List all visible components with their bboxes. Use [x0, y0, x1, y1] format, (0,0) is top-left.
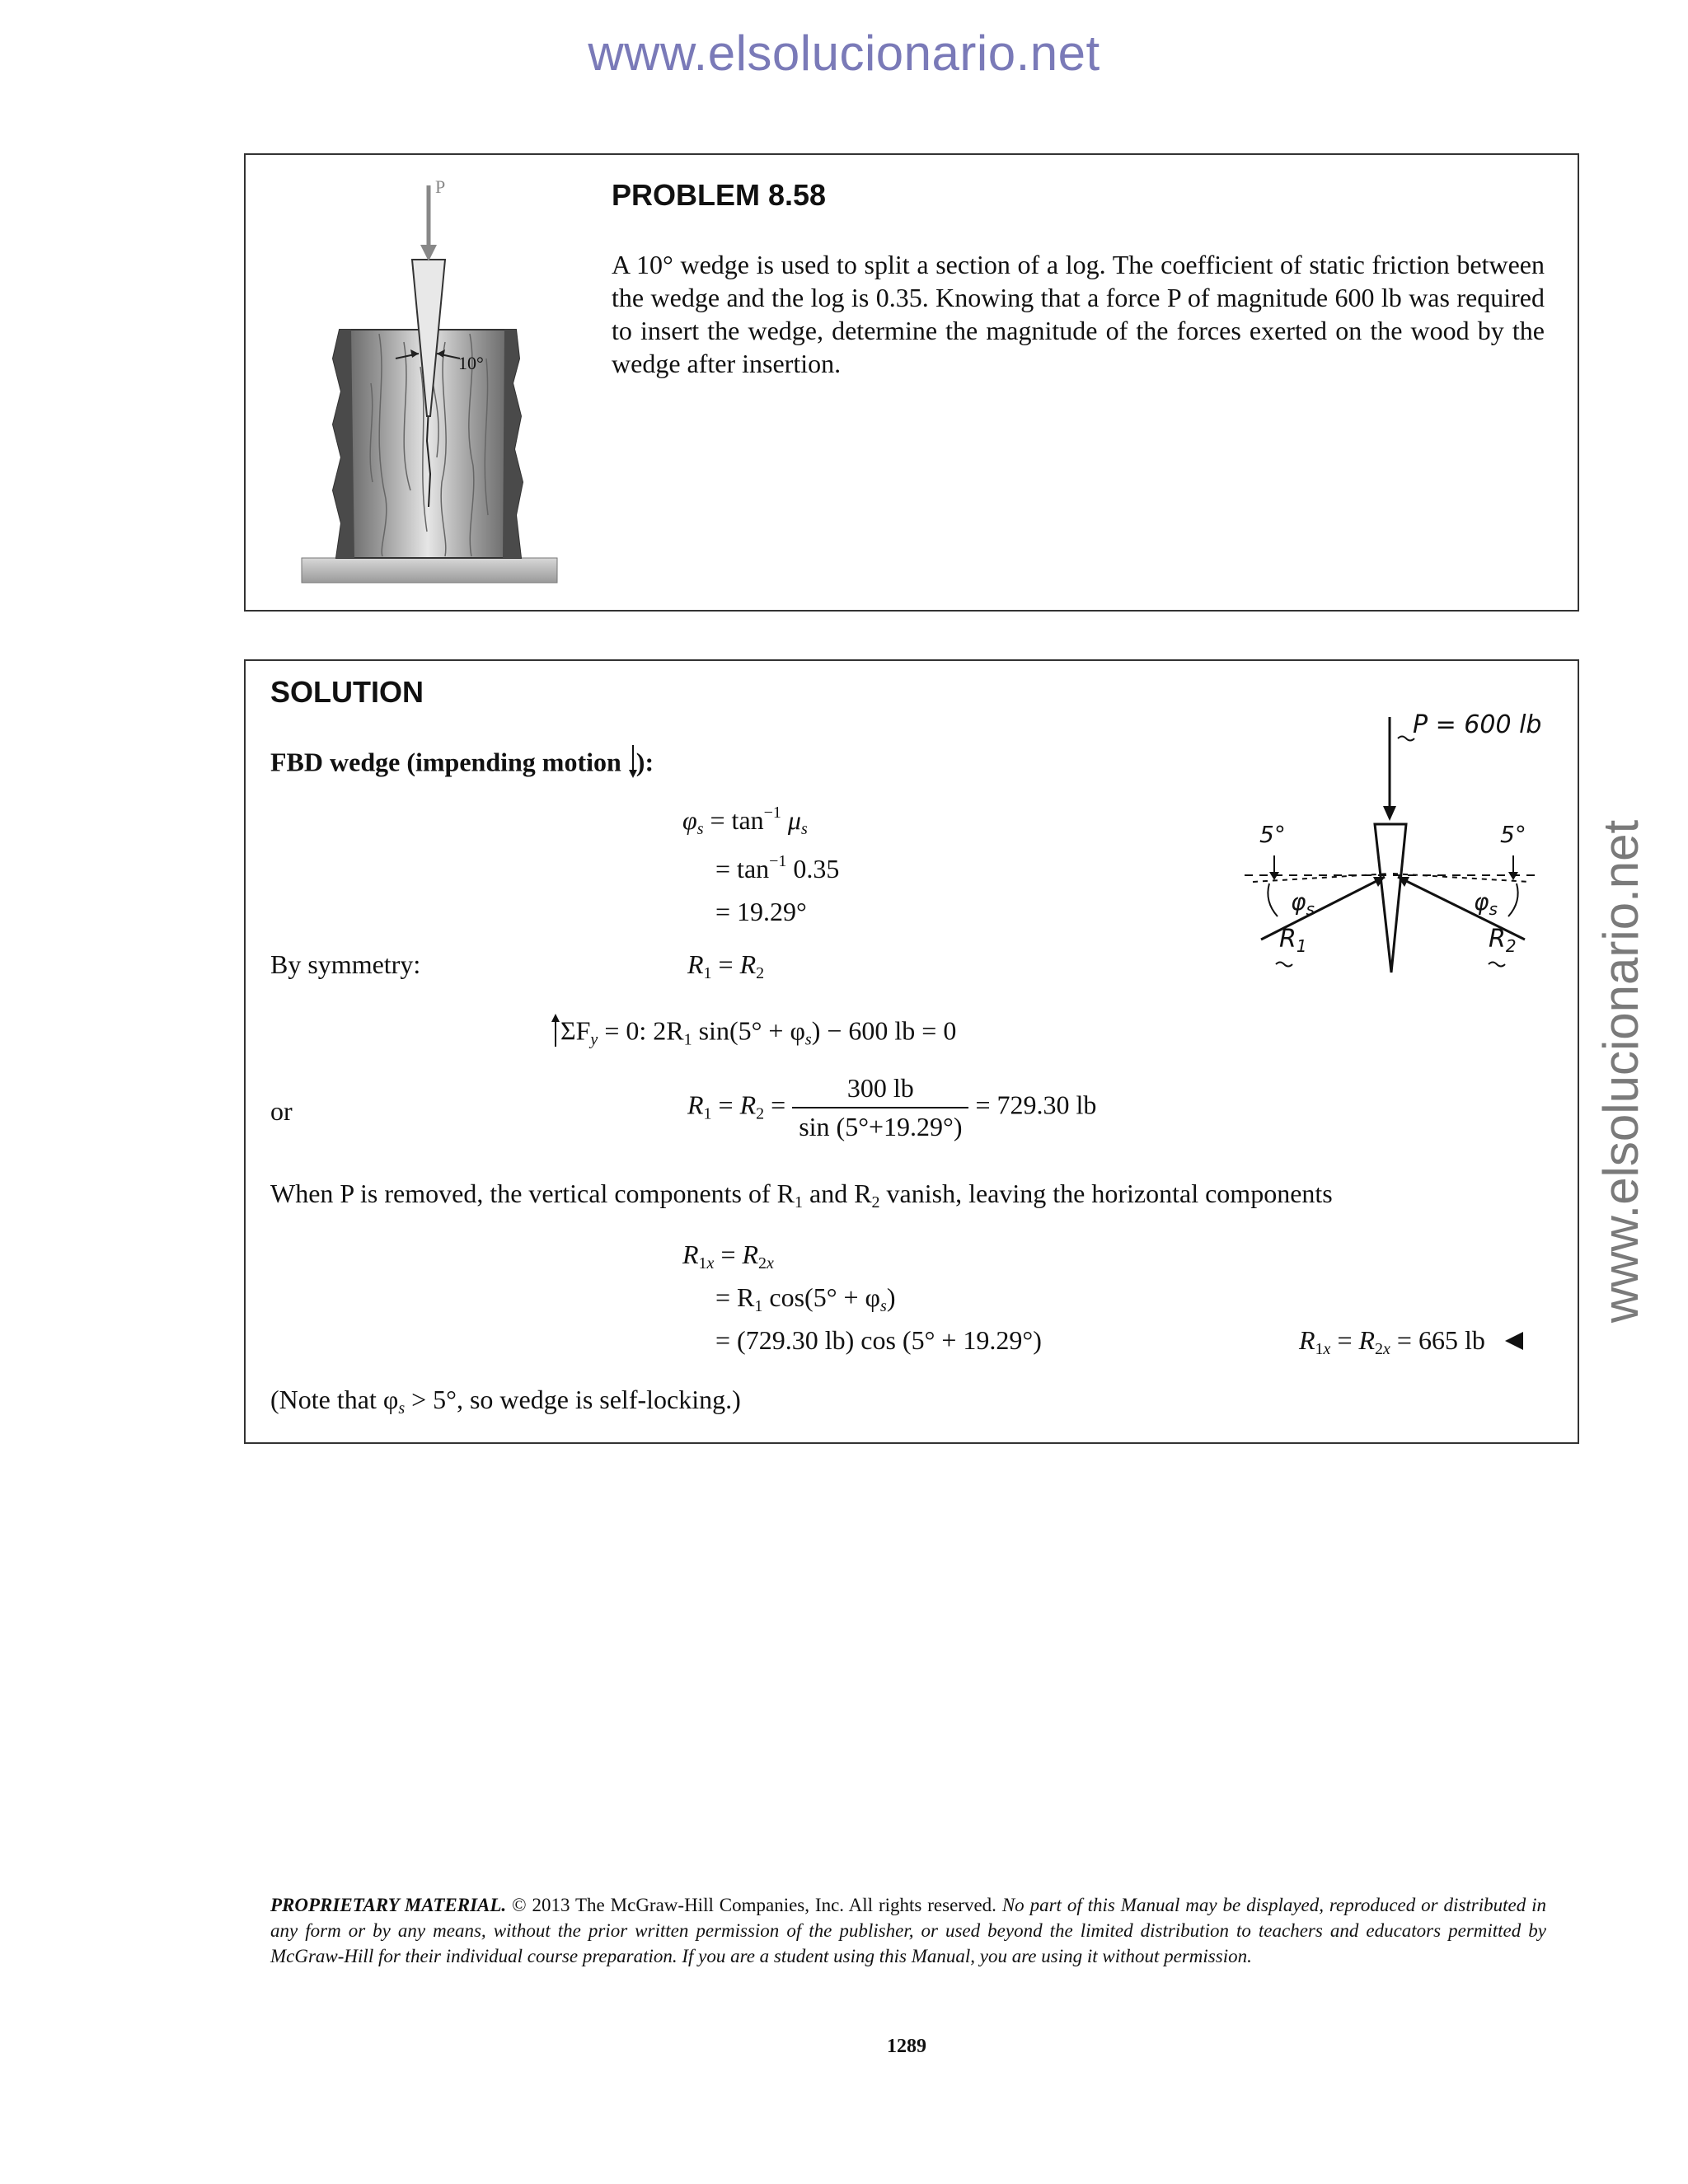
fbd-heading: [270, 743, 654, 786]
fbd-p-label: P = 600 lb: [1413, 710, 1542, 739]
answer: $R_{1x} = R_{2x} = 665$ lb: [1299, 1325, 1525, 1359]
watermark-side: www.elsolucionario.net: [1593, 819, 1648, 1324]
fbd-label-end: ):: [635, 747, 654, 777]
phi-eq-line1: $\varphi_s = \tan^{-1} \mu_s$: [682, 804, 808, 838]
symmetry-label: By symmetry:: [270, 949, 421, 979]
when-removed-text: When P is removed, the vertical components of $R_1$ and $R_2$ vanish, leaving the horizontal components: [270, 1179, 1333, 1212]
fbd-label: FBD wedge (impending motion: [270, 747, 628, 777]
fbd-angle-left: 5°: [1259, 821, 1286, 848]
phi-eq-line3: = 19.29°: [715, 897, 807, 926]
figure-angle-label: 10°: [458, 353, 484, 373]
rx-eq-line3: = (729.30 lb) cos (5° + 19.29°): [715, 1325, 1042, 1355]
sum-fy-eq: $\Sigma F_y = 0$: $2R_1$ $\sin(5^\circ + \varphi_s) - 600$ lb = 0: [551, 1012, 956, 1055]
down-arrow-icon: [628, 743, 636, 786]
solution-title: SOLUTION: [270, 675, 424, 709]
problem-title: PROBLEM 8.58: [612, 178, 827, 212]
fbd-r2-label: $R_2$: [1489, 925, 1517, 956]
answer-marker-icon: [1503, 1328, 1525, 1358]
symmetry-eq: $R_1 = R_2$: [687, 949, 765, 982]
r1-fraction-eq: $R_1 = R_2$ = $\frac{300 lb}{\sin (5^\circ+19.29^\circ)}$ = 729.30 lb: [687, 1073, 1097, 1141]
watermark-top: www.elsolucionario.net: [588, 26, 1100, 81]
fbd-angle-right: 5°: [1500, 821, 1526, 848]
fbd-r1-label: $R_1$: [1279, 925, 1307, 956]
rx-eq-line1: $R_{1x} = R_{2x}$: [682, 1240, 774, 1272]
figure-force-label: P: [435, 176, 446, 197]
page-number: 1289: [887, 2036, 926, 2057]
self-locking-note: (Note that $\varphi_s > 5^\circ$, so wedge is self-locking.): [270, 1385, 741, 1418]
fbd-phi-right: $\varphi_s$: [1474, 888, 1498, 919]
rx-eq-line2: = $R_1$ $\cos(5^\circ + \varphi_s)$: [715, 1282, 896, 1315]
footer-copyright: PROPRIETARY MATERIAL. © 2013 The McGraw-Hill Companies, Inc. All rights reserved. No part of this Manual may be displayed, reproduced or distributed in any form or by any means, without the prior written permission of the publisher, or used beyond the limited distribution to teachers and educators permitted by McGraw-Hill for their individual course preparation. If you are a student using this Manual, you are using it without permission.: [270, 1895, 1546, 1966]
log-wedge-figure: [297, 169, 569, 589]
up-arrow-icon: [551, 1012, 560, 1055]
fbd-phi-left: $\varphi_s$: [1291, 888, 1315, 919]
or-label: or: [270, 1096, 293, 1126]
phi-eq-line2: = $\tan^{-1} 0.35$: [715, 852, 840, 883]
problem-text: A 10° wedge is used to split a section of a log. The coefficient of static friction between the wedge and the log is 0.35. Knowing that a force P of magnitude 600 lb was required to insert the wedge, determine the magnitude of the forces exerted on the wood by the wedge after insertion.: [612, 250, 1545, 378]
fraction: $\frac{300 lb}{\sin (5^\circ+19.29^\circ)}$: [792, 1073, 968, 1142]
